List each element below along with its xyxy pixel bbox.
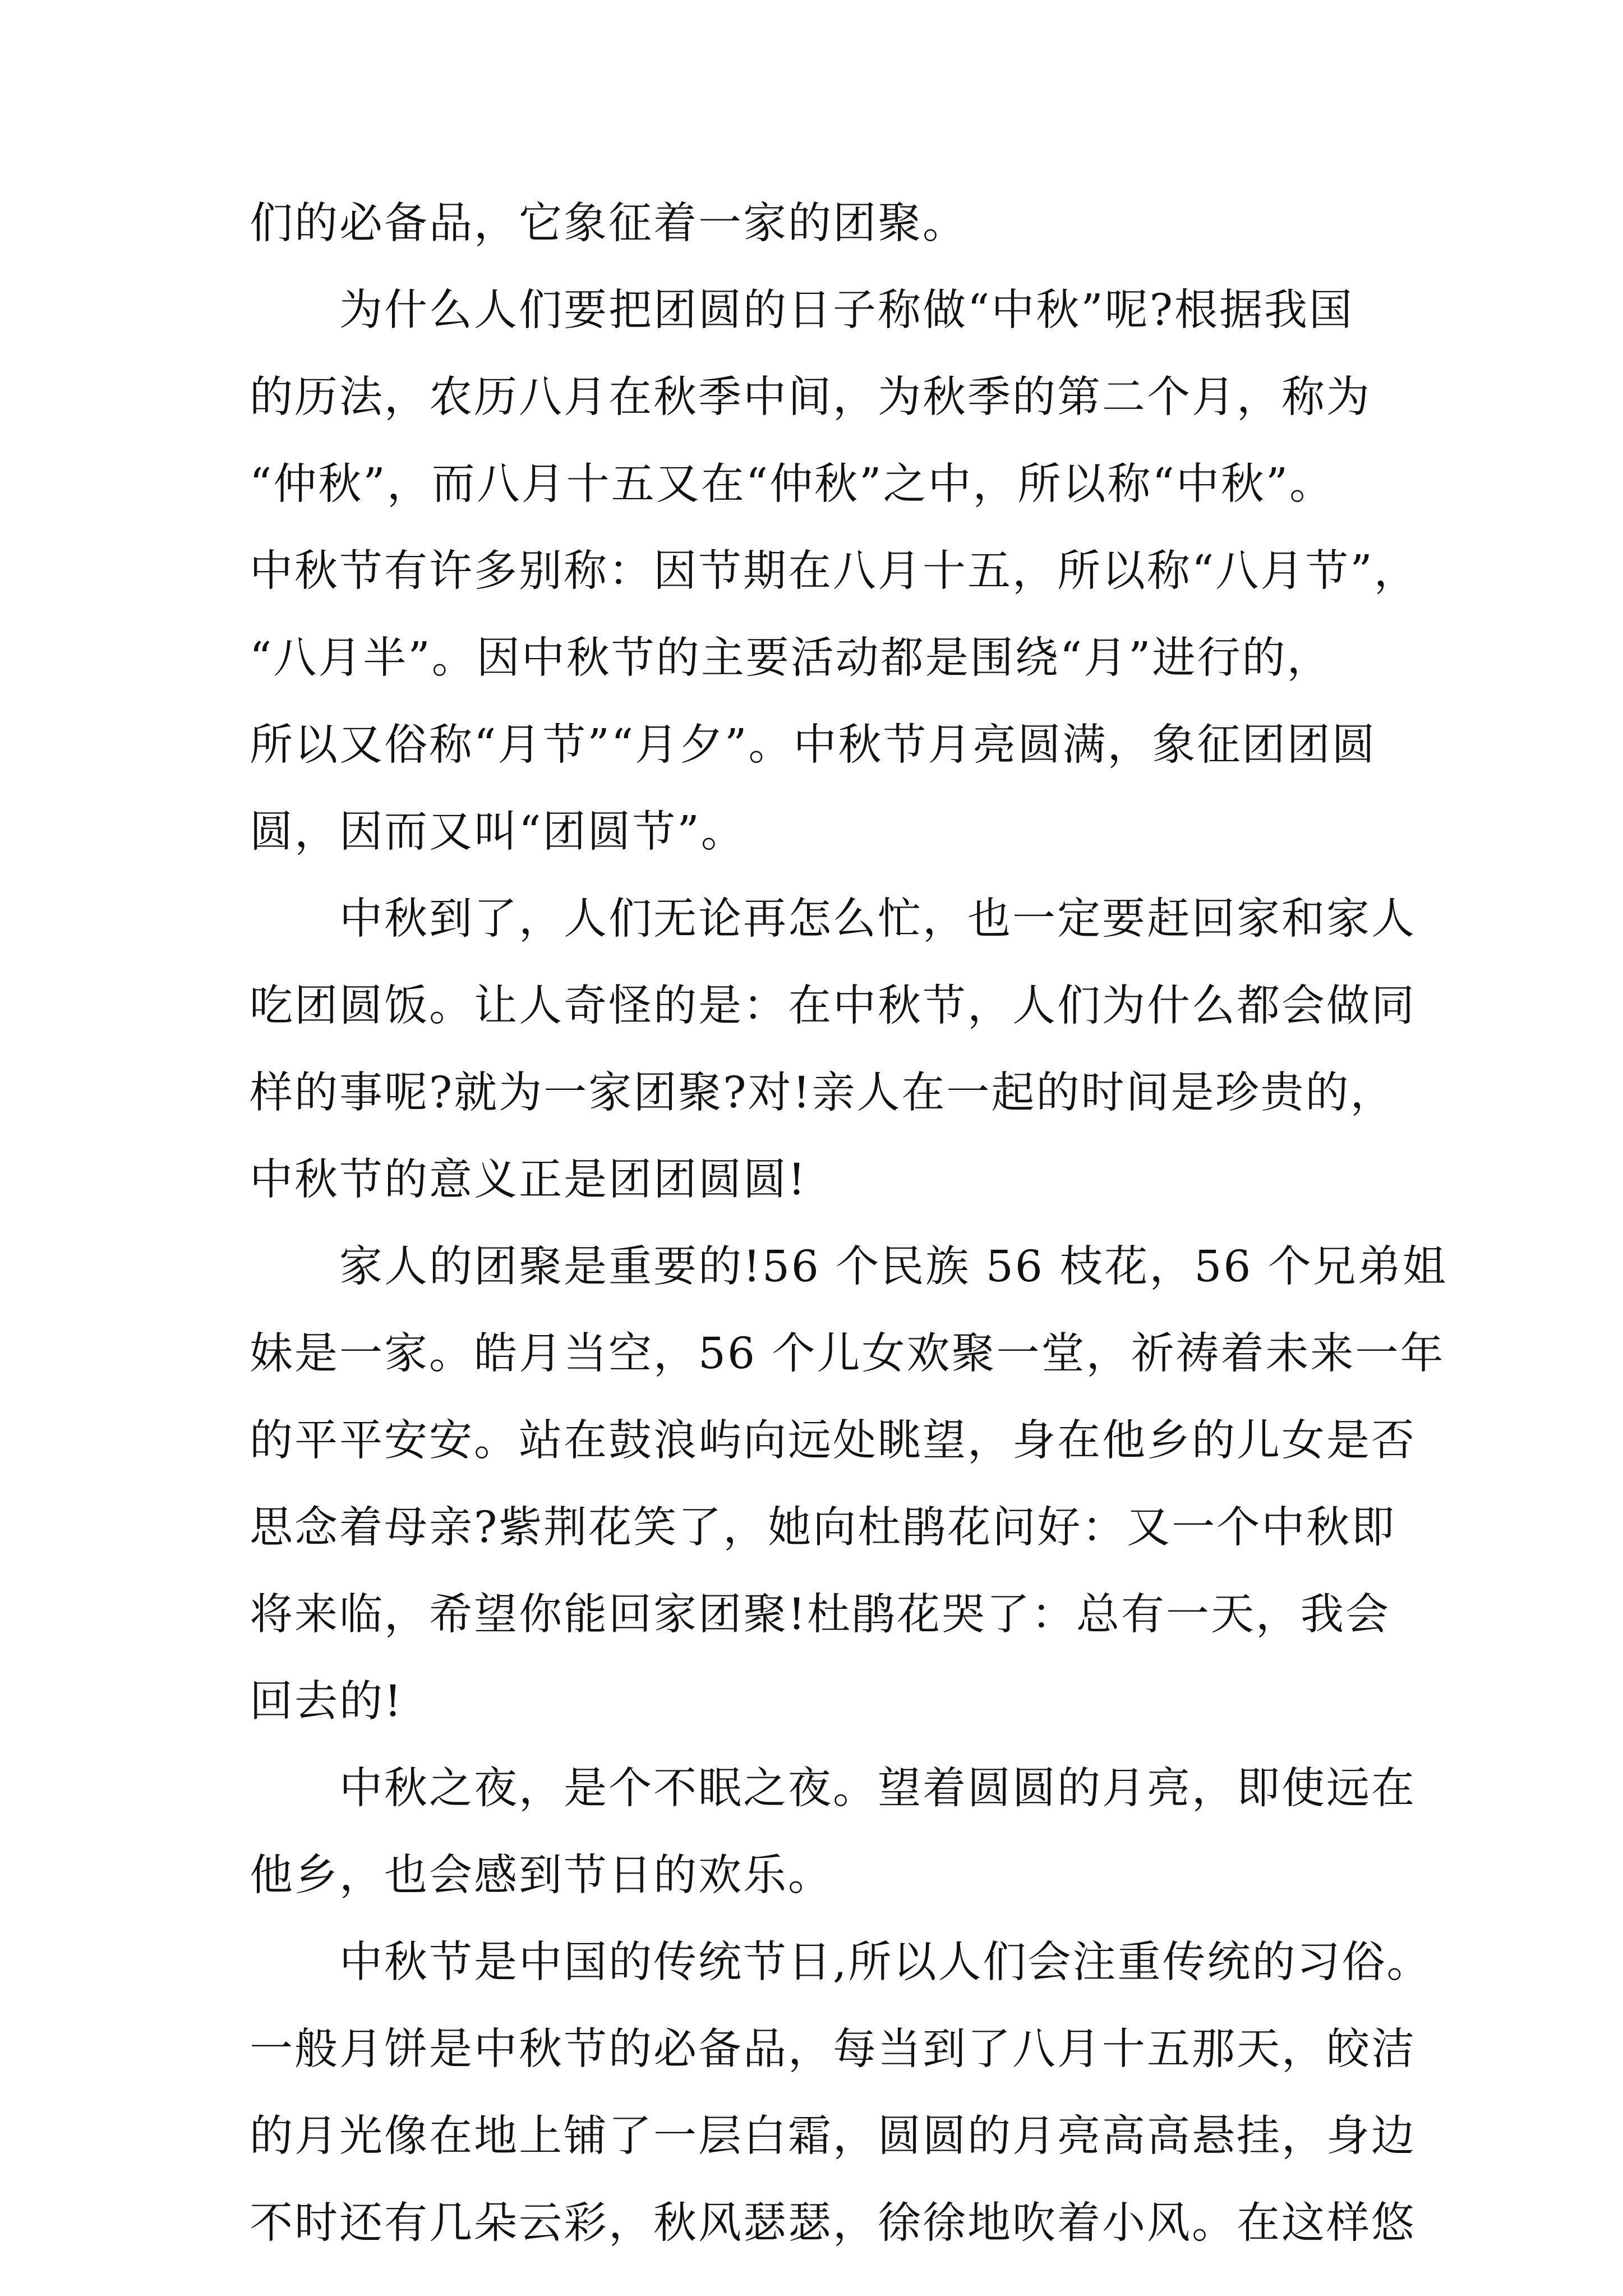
text-line: “八月半”。因中秋节的主要活动都是围绕“月”进行的， (250, 633, 1332, 683)
text-line: 中秋节有许多别称：因节期在八月十五，所以称“八月节”， (250, 546, 1419, 596)
text-line: 的月光像在地上铺了一层白霜，圆圆的月亮高高悬挂，身边 (250, 2111, 1416, 2161)
text-line: 他乡，也会感到节日的欢乐。 (250, 1851, 833, 1901)
text-line: 家人的团聚是重要的!56 个民族 56 枝花，56 个兄弟姐 (339, 1242, 1447, 1292)
text-line: 为什么人们要把团圆的日子称做“中秋”呢?根据我国 (339, 286, 1354, 335)
text-line: 回去的! (250, 1677, 403, 1727)
text-line: 中秋到了，人们无论再怎么忙，也一定要赶回家和家人 (339, 894, 1416, 944)
body-text (250, 199, 1447, 2289)
text-line: 的平平安安。站在鼓浪屿向远处眺望，身在他乡的儿女是否 (250, 1416, 1416, 1466)
text-line: 将来临，希望你能回家团聚!杜鹃花哭了：总有一天，我会 (250, 1590, 1390, 1640)
text-line: 中秋节是中国的传统节日,所以人们会注重传统的习俗。 (339, 1938, 1432, 1987)
text-line: 思念着母亲?紫荆花笑了，她向杜鹃花问好：又一个中秋即 (250, 1503, 1396, 1553)
text-line: 的历法，农历八月在秋季中间，为秋季的第二个月，称为 (250, 372, 1371, 422)
text-line: 妹是一家。皓月当空，56 个儿女欢聚一堂，祈祷着未来一年 (250, 1329, 1445, 1379)
text-line: 一般月饼是中秋节的必备品，每当到了八月十五那天，皎洁 (250, 2024, 1416, 2074)
text-line: 中秋节的意义正是团团圆圆! (250, 1155, 807, 1205)
text-line: 所以又俗称“月节”“月夕”。中秋节月亮圆满，象征团团圆 (250, 720, 1377, 770)
text-line: “仲秋”，而八月十五又在“仲秋”之中，所以称“中秋”。 (250, 459, 1335, 509)
text-line: 们的必备品，它象征着一家的团聚。 (250, 199, 967, 249)
text-line: 不时还有几朵云彩，秋风瑟瑟，徐徐地吹着小风。在这样悠 (250, 2198, 1416, 2248)
text-line: 样的事呢?就为一家团聚?对!亲人在一起的时间是珍贵的， (250, 1068, 1395, 1118)
text-line: 吃团圆饭。让人奇怪的是：在中秋节，人们为什么都会做同 (250, 981, 1416, 1031)
text-line: 圆，因而又叫“团圆节”。 (250, 807, 746, 857)
text-line: 中秋之夜，是个不眠之夜。望着圆圆的月亮，即使远在 (339, 1764, 1416, 1814)
